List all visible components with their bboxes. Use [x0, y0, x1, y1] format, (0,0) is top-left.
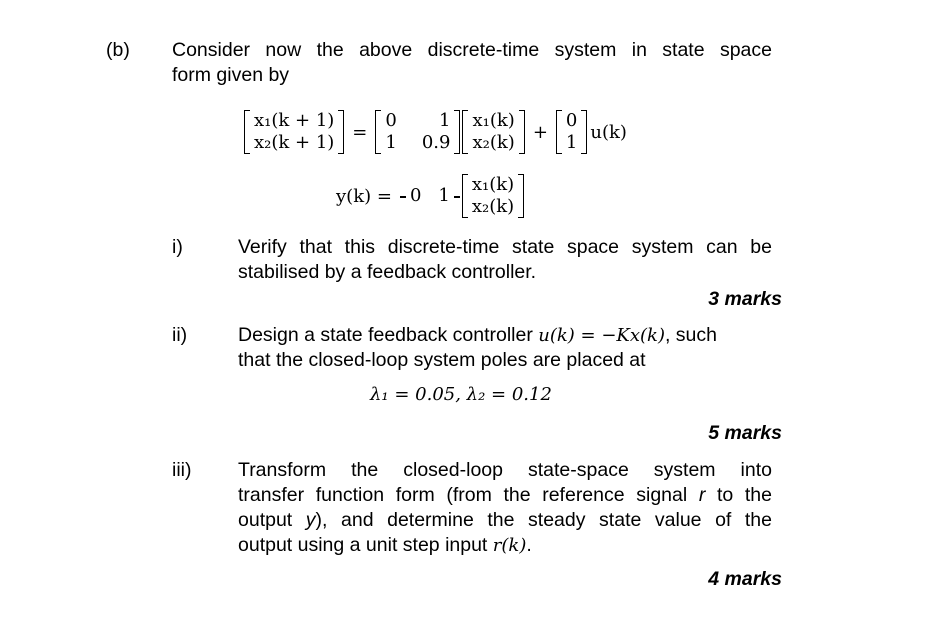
plus-sign: + — [532, 121, 548, 143]
matrix-cell: 0 — [565, 110, 578, 131]
question-iii-line-3 — [238, 508, 772, 533]
question-iii-text: ), and determine the steady state value of the — [315, 509, 772, 531]
output-equation — [336, 174, 524, 218]
question-ii-text: Design a state feedback controller — [238, 324, 539, 346]
question-label-iii: iii) — [172, 459, 192, 481]
step-input: r(k) — [492, 535, 527, 556]
question-i-line-1: Verify that this discrete-time state space system can be — [238, 236, 772, 258]
state-equation — [244, 110, 627, 154]
question-iii-line-1: Transform the closed-loop state-space system into — [238, 459, 772, 481]
matrix-cell: x₁(k) — [471, 174, 515, 195]
state-vector — [462, 110, 524, 154]
question-label-ii: ii) — [172, 324, 188, 346]
question-i-line-2: stabilised by a feedback controller. — [238, 261, 537, 283]
matrix-cell: 0.9 — [421, 132, 451, 153]
question-iii-line-2 — [238, 483, 772, 508]
marks-i: 3 marks — [708, 288, 782, 310]
marks-ii: 5 marks — [708, 422, 782, 444]
equals-sign: = — [352, 121, 368, 143]
input-term: u(k) — [590, 121, 627, 143]
marks-iii: 4 marks — [708, 568, 782, 590]
output-lhs: y(k) = — [336, 185, 392, 207]
matrix-cell: x₂(k) — [471, 196, 515, 217]
question-iii-text: to the — [705, 484, 772, 506]
state-next-vector — [244, 110, 344, 154]
intro-line-2: form given by — [172, 64, 290, 86]
question-ii-line-2: that the closed-loop system poles are placed at — [238, 349, 646, 371]
question-iii-text: transfer function form (from the reference signal — [238, 484, 699, 506]
signal-r: r — [698, 484, 706, 506]
pole-placement: λ₁ = 0.05, λ₂ = 0.12 — [370, 384, 552, 405]
matrix-A — [375, 110, 460, 154]
question-label-i: i) — [172, 236, 183, 258]
question-iii-line-4 — [238, 533, 532, 558]
matrix-cell: x₂(k) — [472, 132, 515, 153]
output-state-vector — [462, 174, 524, 218]
question-iii-text: output using a unit step input — [238, 534, 493, 556]
intro-line-1: Consider now the above discrete-time system in state space — [172, 39, 772, 61]
part-label: (b) — [106, 39, 130, 61]
matrix-B — [556, 110, 587, 154]
matrix-C — [400, 185, 460, 207]
matrix-cell: 1 — [385, 132, 397, 153]
question-ii-text-suffix: , such — [664, 324, 717, 346]
question-iii-text: . — [526, 534, 532, 556]
matrix-cell: 0 — [409, 185, 422, 206]
question-iii-text: output — [238, 509, 306, 531]
matrix-cell: 0 — [385, 110, 397, 131]
matrix-cell: x₁(k + 1) — [254, 110, 335, 131]
matrix-cell: x₁(k) — [472, 110, 515, 131]
question-ii-line-1 — [238, 323, 717, 348]
controller-law: u(k) = −Kx(k) — [538, 325, 665, 346]
matrix-cell: 1 — [438, 185, 450, 206]
matrix-cell: 1 — [439, 110, 451, 131]
matrix-cell: 1 — [565, 132, 578, 153]
matrix-cell: x₂(k + 1) — [254, 132, 335, 153]
signal-y: y — [305, 509, 316, 531]
